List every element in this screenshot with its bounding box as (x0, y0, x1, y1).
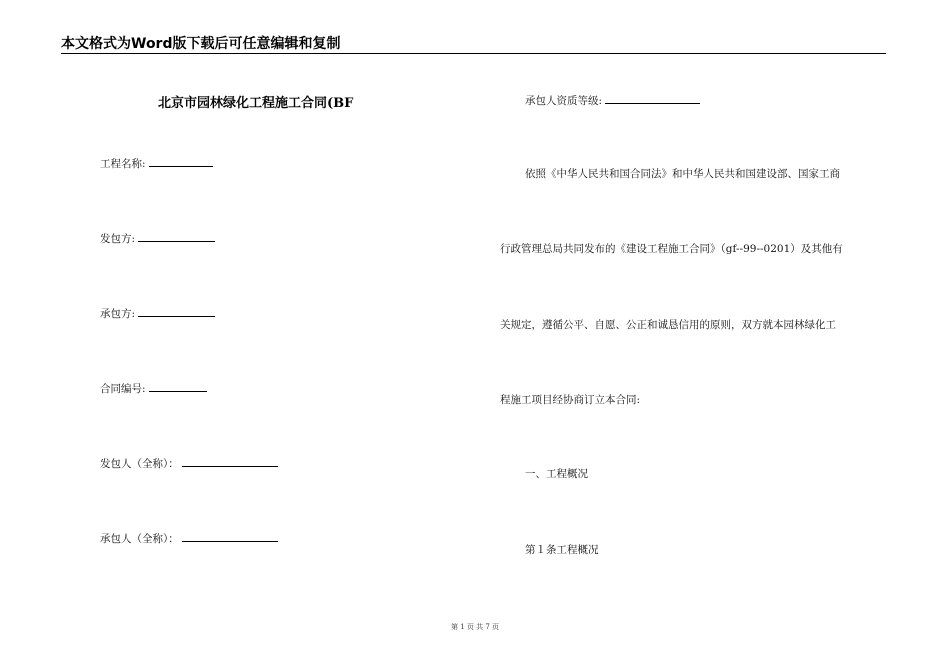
paragraph-line: 依照《中华人民共和国合同法》和中华人民共和国建设部、国家工商 (525, 168, 840, 180)
fill-blank (182, 530, 278, 542)
field-label: 承包方: (100, 308, 136, 320)
field-label: 承包人资质等级: (525, 95, 603, 107)
page-number: 第 1 页 共 7 页 (450, 623, 500, 631)
field-employer-fullname (100, 455, 278, 471)
fill-blank (149, 380, 207, 392)
field-qualification-grade (525, 92, 700, 108)
fill-blank (138, 230, 215, 242)
header-rule (61, 53, 886, 54)
field-project-name (100, 155, 213, 171)
paragraph-line: 行政管理总局共同发布的《建设工程施工合同》（gf--99--0201）及其他有 (500, 243, 843, 255)
article-heading: 第１条工程概况 (525, 544, 599, 556)
field-label: 发包人（全称）： (100, 458, 179, 470)
field-contract-number (100, 380, 207, 396)
paragraph-line: 关规定，遵循公平、自愿、公正和诚恳信用的原则，双方就本园林绿化工 (500, 319, 836, 331)
field-label: 发包方: (100, 233, 136, 245)
field-contractor-fullname (100, 530, 278, 546)
section-heading: 一、工程概况 (525, 468, 588, 480)
fill-blank (138, 305, 215, 317)
field-employer (100, 230, 215, 246)
paragraph-line: 程施工项目经协商订立本合同: (500, 394, 641, 406)
field-contractor (100, 305, 215, 321)
download-banner: 本文格式为Word版下载后可任意编辑和复制 (61, 36, 341, 52)
field-label: 合同编号: (100, 383, 146, 395)
field-label: 承包人（全称）： (100, 533, 179, 545)
fill-blank (182, 455, 278, 467)
document-title: 北京市园林绿化工程施工合同(BF (158, 96, 354, 111)
fill-blank (149, 155, 213, 167)
field-label: 工程名称: (100, 158, 146, 170)
fill-blank (605, 92, 700, 104)
